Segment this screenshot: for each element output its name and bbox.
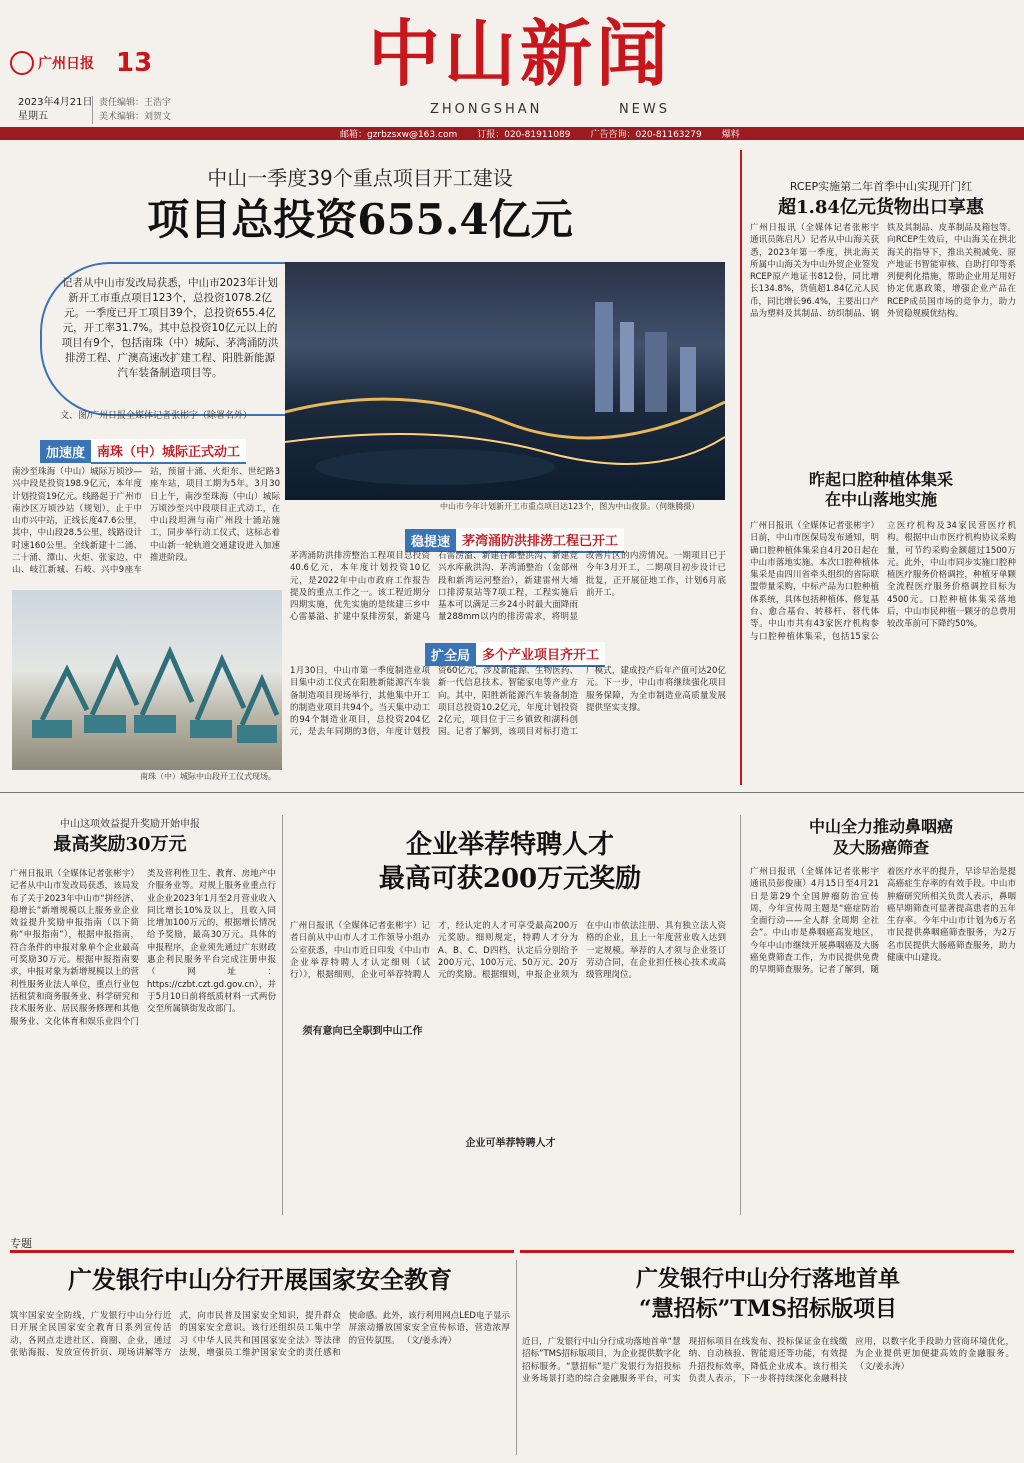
column-divider <box>282 815 283 1215</box>
photo-caption: 中山市今年计划新开工市重点项目达123个，图为中山夜景。（何继腾摄） <box>440 502 700 511</box>
section2-title: 茅湾涌防洪排涝工程已开工 <box>456 528 624 553</box>
rcep-body: 广州日报讯（全媒体记者张彬宇 通讯员陈启凡）记者从中山海关获悉，2023年第一季度，拱北海关所属中山海关为中山外贸企业签发RCEP原产地证书812份，同比增长134.8%，货值超1.84亿元人民币，同比增长96.4%，主要出口产品为塑料及其制品、纺织制品、钢铁及其制品、皮革制品及箱包等。向RCEP生效后，中山海关在拱北海关的指导下，推出关税减免、原产地证书智能审核、自助打印等系列便利化措施，帮助企业用足用好协定优惠政策，增强企业产品在RCEP成员国市场的竞争力，助力外贸稳规模优结构。 <box>750 223 1016 320</box>
talent-headline-1: 企业举荐特聘人才 <box>405 830 614 860</box>
special-right-text: 近日，广发银行中山分行成功落地首单“慧招标”TMS招标版项目，为企业提供数字化招标服务。“慧招标”是广发银行为招投标业务场景打造的综合金融服务平台，可实现招标项目在线发布、投标保证金在线缴纳、自动核验、智能退还等功能，有效提升招投标效率，降低企业成本。该行相关负责人表示，下一步将持续深化金融科技应用，以数字化手段助力营商环境优化，为企业提供更加便捷高效的金融服务。 <box>522 1337 1014 1384</box>
contact-bar <box>0 127 1024 140</box>
page-number: 13 <box>116 48 153 78</box>
talent-headline <box>290 828 730 896</box>
construction-site-photo <box>12 590 282 770</box>
cancer-headline-1: 中山全力推动鼻咽癌 <box>808 817 953 836</box>
special-right-headline-2: “慧招标”TMS招标版项目 <box>639 1296 897 1322</box>
section2-body: 茅湾涌防洪排涝整治工程项目总投资40.6亿元，本年度计划投资10亿元，是2022年中山市政府工作报告提及的重点工作之一。该工程近期分四期实施，优先实施的是续建三乡中心雷暴溢、扩建中泵排涝泵，新建乌石雷涝溢、新建谷都整洪沟、新建竞兴水库截洪沟、茅湾涌整治（金部州段和新湾运河整治），新建雷州大埔口排涝泵站等7项工程，工程实施后基本可以满足三乡24小时最大面降雨量288mm以内的排涝需求，将明显改善片区的内涝情况。一期项目已于今年3月开工，二期项目初步设计已批复，正开展征地工作，计划6月底前开工。 <box>290 551 726 623</box>
award-headline: 最高奖励30万元 <box>53 834 187 855</box>
cancer-headline-2: 及大肠癌筛查 <box>832 838 929 857</box>
masthead-sub-left: ZHONGSHAN <box>430 102 543 117</box>
rcep-headline: 超1.84亿元货物出口享惠 <box>778 197 984 218</box>
special-divider <box>516 1260 517 1455</box>
talent-body: 广州日报讯（全媒体记者张彬宇）记者日前从中山市人才工作领导小组办公室获悉，中山市近日印发《中山市企业举荐特聘人才认定细则（试行）》，根据细则，企业可举荐特聘人才，经认定的人才可享受最高200万元奖励。细则规定，特聘人才分为A、B、C、D四档，认定后分别给予200万元、100万元、50万元、20万元的奖励。根据细则，申报企业须为在中山市依法注册、具有独立法人资格的企业，且上一年度营业收入达到一定规模。举荐的人才须与企业签订劳动合同，在企业担任核心技术或高级管理岗位。 <box>290 921 726 981</box>
cancer-headline <box>748 816 1014 858</box>
award-kicker: 中山这项效益提升奖励开始申报 <box>60 819 200 830</box>
tower-4 <box>680 347 696 412</box>
talent-subhead-1: 须有意向已全职到中山工作 <box>302 1026 423 1037</box>
section3-subhead <box>425 642 605 667</box>
logo-text: 广州日报 <box>38 56 94 72</box>
lead-headline: 项目总投资655.4亿元 <box>147 195 573 244</box>
column-divider-red <box>740 150 742 785</box>
editor: 责任编辑：王浩宇 <box>99 98 172 108</box>
tower-2 <box>620 322 634 412</box>
section3-title: 多个产业项目齐开工 <box>476 642 605 667</box>
masthead-title: 中山新闻 <box>367 11 672 96</box>
dental-body: 广州日报讯（全媒体记者张彬宇）日前，中山市医保局发布通知，明确口腔种植体集采自4月20日起在中山市落地实施。本次口腔种植体集采是由四川省牵头组织的省际联盟带量采购，中标产品为口腔种植体系统，具体包括种植体、修复基台、愈合基台、转移杆、替代体等。中山市共有43家医疗机构参与口腔种植体集采，包括15家公立医疗机构及34家民营医疗机构。根据中山市医疗机构协议采购量，可节约采购金额超过1500万元。此外，中山市同步实施口腔种植医疗服务价格调控，种植牙单颗全流程医疗服务价格调控目标为4500元。口腔种植体集采落地后，中山市民种植一颗牙的总费用较改革前可下降约50%。 <box>750 521 1016 642</box>
special-right-headline-1: 广发银行中山分行落地首单 <box>635 1266 900 1292</box>
contact-ads: 广告咨询：020-81163279 <box>590 130 702 140</box>
section1-tag: 加速度 <box>40 440 91 463</box>
night-city-photo <box>285 262 725 500</box>
special-left-text: 筑牢国家安全防线，广发银行中山分行近日开展全民国家安全教育日系列宣传活动，各网点走进社区、商圈、企业，通过张贴海报、发放宣传折页、现场讲解等方式，向市民普及国家安全知识，提升群众的国家安全意识。该行还组织员工集中学习《中华人民共和国国家安全法》等法律法规，增强员工维护国家安全的责任感和使命感。此外，该行利用网点LED电子显示屏滚动播放国家安全宣传标语，营造浓厚的宣传氛围。 <box>10 1311 510 1358</box>
tower-1 <box>595 302 613 412</box>
special-left-body <box>10 1310 510 1455</box>
cancer-body: 广州日报讯（全媒体记者张彬宇 通讯员彭俊康）4月15日至4月21日是第29个全国肿瘤防治宣传周，今年宣传周主题是“癌症防治 全面行动——全人群 全周期 全社会”。中山市是鼻咽癌高发地区，今年中山市继续开展鼻咽癌及大肠癌免费筛查工作，为市民提供免费的早期筛查服务。记者了解到，随着医疗水平的提升，早诊早治是提高癌症生存率的有效手段。中山市肿瘤研究所相关负责人表示，鼻咽癌早期筛查可显著提高患者的五年生存率。今年中山市计划为6万名市民提供鼻咽癌筛查服务，为2万名市民提供大肠癌筛查服务，助力健康中山建设。 <box>750 867 1016 976</box>
masthead-sub-right: NEWS <box>618 102 670 117</box>
contact-subscribe: 订报：020-81911089 <box>477 130 571 140</box>
dental-headline <box>748 470 1014 510</box>
logo-swirl-icon <box>10 51 34 75</box>
night-city-illustration <box>285 262 725 500</box>
contact-hotline: 爆料 <box>721 130 740 140</box>
section2-tag: 稳提速 <box>405 529 456 552</box>
issue-weekday: 星期五 <box>18 111 48 122</box>
talent-subhead-2: 企业可举荐特聘人才 <box>465 1138 556 1149</box>
special-rule-right <box>520 1250 1014 1253</box>
lead-byline: 文、图/广州日报全媒体记者张彬宇（除署名外） <box>60 411 253 421</box>
special-right-body <box>522 1336 1014 1456</box>
lake <box>315 449 555 485</box>
section3-body: 1月30日，中山市第一季度制造业项目集中动工仪式在阳胜新能源汽车装备制造项目现场举行，其他集中开工的制造业项目共94个。当天集中动工的94个制造业项目，总投资204亿元，是去年同期的3倍，年度计划投资60亿元，涉及新能源、生物医药、新一代信息技术、智能家电等产业方向。其中，阳胜新能源汽车装备制造项目总投资10.2亿元，年度计划投资2亿元，项目位于三乡镇致和湖科创园。记者了解到，该项目对标打造工厂模式，建成投产后年产值可达20亿元。下一步，中山市将继续强化项目服务保障，为全市制造业高质量发展提供坚实支撑。 <box>290 666 726 738</box>
art-editor: 美术编辑：刘贺文 <box>99 112 172 122</box>
section3-tag: 扩全局 <box>425 643 476 666</box>
section1-title: 南珠（中）城际正式动工 <box>91 439 246 464</box>
masthead-subtitle <box>430 102 670 117</box>
special-rule-left <box>10 1250 514 1253</box>
excavators-illustration <box>12 590 282 770</box>
excavator-arms <box>42 652 277 725</box>
dental-headline-1: 昨起口腔种植体集采 <box>808 470 953 489</box>
talent-headline-2: 最高可获200万元奖励 <box>378 864 642 894</box>
section1-body: 南沙至珠海（中山）城际万顷沙—兴中段是投资198.9亿元，本年度计划投资19亿元。线路起于广州市南沙区万顷沙站（规划），止于中山市兴中站，正线长度47.6公里，其中，中山段28.5公里，线路设计时速160公里。全线新建十二涌、二十涌、潭山、火炬、张家边、中山、岐江新城、石岐、兴中9座车站，预留十涌、火炬东、世纪路3座车站，项目工期为5年。3月30日上午，南沙至珠海（中山）城际万顷沙至兴中段项目正式动工，在中山段坦洲与南广州段十涌站施工，同步举行动工仪式，这标志着中山新一轮轨道交通建设进入加速推进阶段。 <box>12 467 280 576</box>
special-left-headline: 广发银行中山分行开展国家安全教育 <box>68 1265 452 1294</box>
section1-subhead <box>40 439 246 464</box>
excavator-bodies <box>32 715 277 743</box>
column-divider-2 <box>740 815 741 1215</box>
contact-email: 邮箱：gzrbzsxw@163.com <box>340 130 458 140</box>
special-label: 专题 <box>10 1237 32 1250</box>
tower-3 <box>645 332 667 412</box>
site-caption: 南珠（中）城际中山段开工仪式现场。 <box>140 772 276 781</box>
editor-credits <box>92 96 171 124</box>
special-left-credit: （文/姜永涛） <box>402 1335 457 1346</box>
award-body: 广州日报讯（全媒体记者张彬宇）记者从中山市发改局获悉，该局发布了关于2023年中山市“拼经济、稳增长”新增规模以上服务业企业效益提升奖励申报指南（以下简称“申报指南”），根据申报指南，符合条件的申报对象单个企业最高可奖励30万元。根据申报指南要求，申报对象为新增规模以上的营利性服务业法人单位，重点行业包括租赁和商务服务业、科学研究和技术服务业、居民服务修理和其他服务业、文化体育和娱乐业四个门类及营利性卫生、教育、房地产中介服务业等。对规上服务业重点行业企业2023年1月至2月营业收入同比增长10%及以上，且收入同比增加100万元的，根据增长情况给予奖励，最高30万元。具体的申报程序，企业须先通过广东财政惠企利民服务平台完成注册申报（网址：https://czbt.czt.gd.gov.cn），并于5月10日前将纸质材料一式两份交至所属镇街发改部门。 <box>10 869 276 1027</box>
lead-kicker: 中山一季度39个重点项目开工建设 <box>207 166 513 190</box>
dateline <box>18 96 93 124</box>
issue-date: 2023年4月21日 <box>18 97 93 108</box>
section-rule <box>0 792 1024 793</box>
special-right-credit: （文/姜永涛） <box>855 1361 910 1372</box>
dental-headline-2: 在中山落地实施 <box>824 490 937 509</box>
rcep-kicker: RCEP实施第二年首季中山实现开门红 <box>789 180 973 193</box>
lead-lede: 记者从中山市发改局获悉，中山市2023年计划新开工市重点项目123个，总投资1078.2亿元。一季度已开工项目39个，总投资655.4亿元，开工率31.7%。其中总投资10亿元以上的项目有9个，包括南珠（中）城际、茅湾涌防洪排涝工程、广澳高速改扩建工程、阳胜新能源汽车装备制造项目等。 <box>61 277 279 379</box>
special-right-headline <box>522 1264 1014 1324</box>
